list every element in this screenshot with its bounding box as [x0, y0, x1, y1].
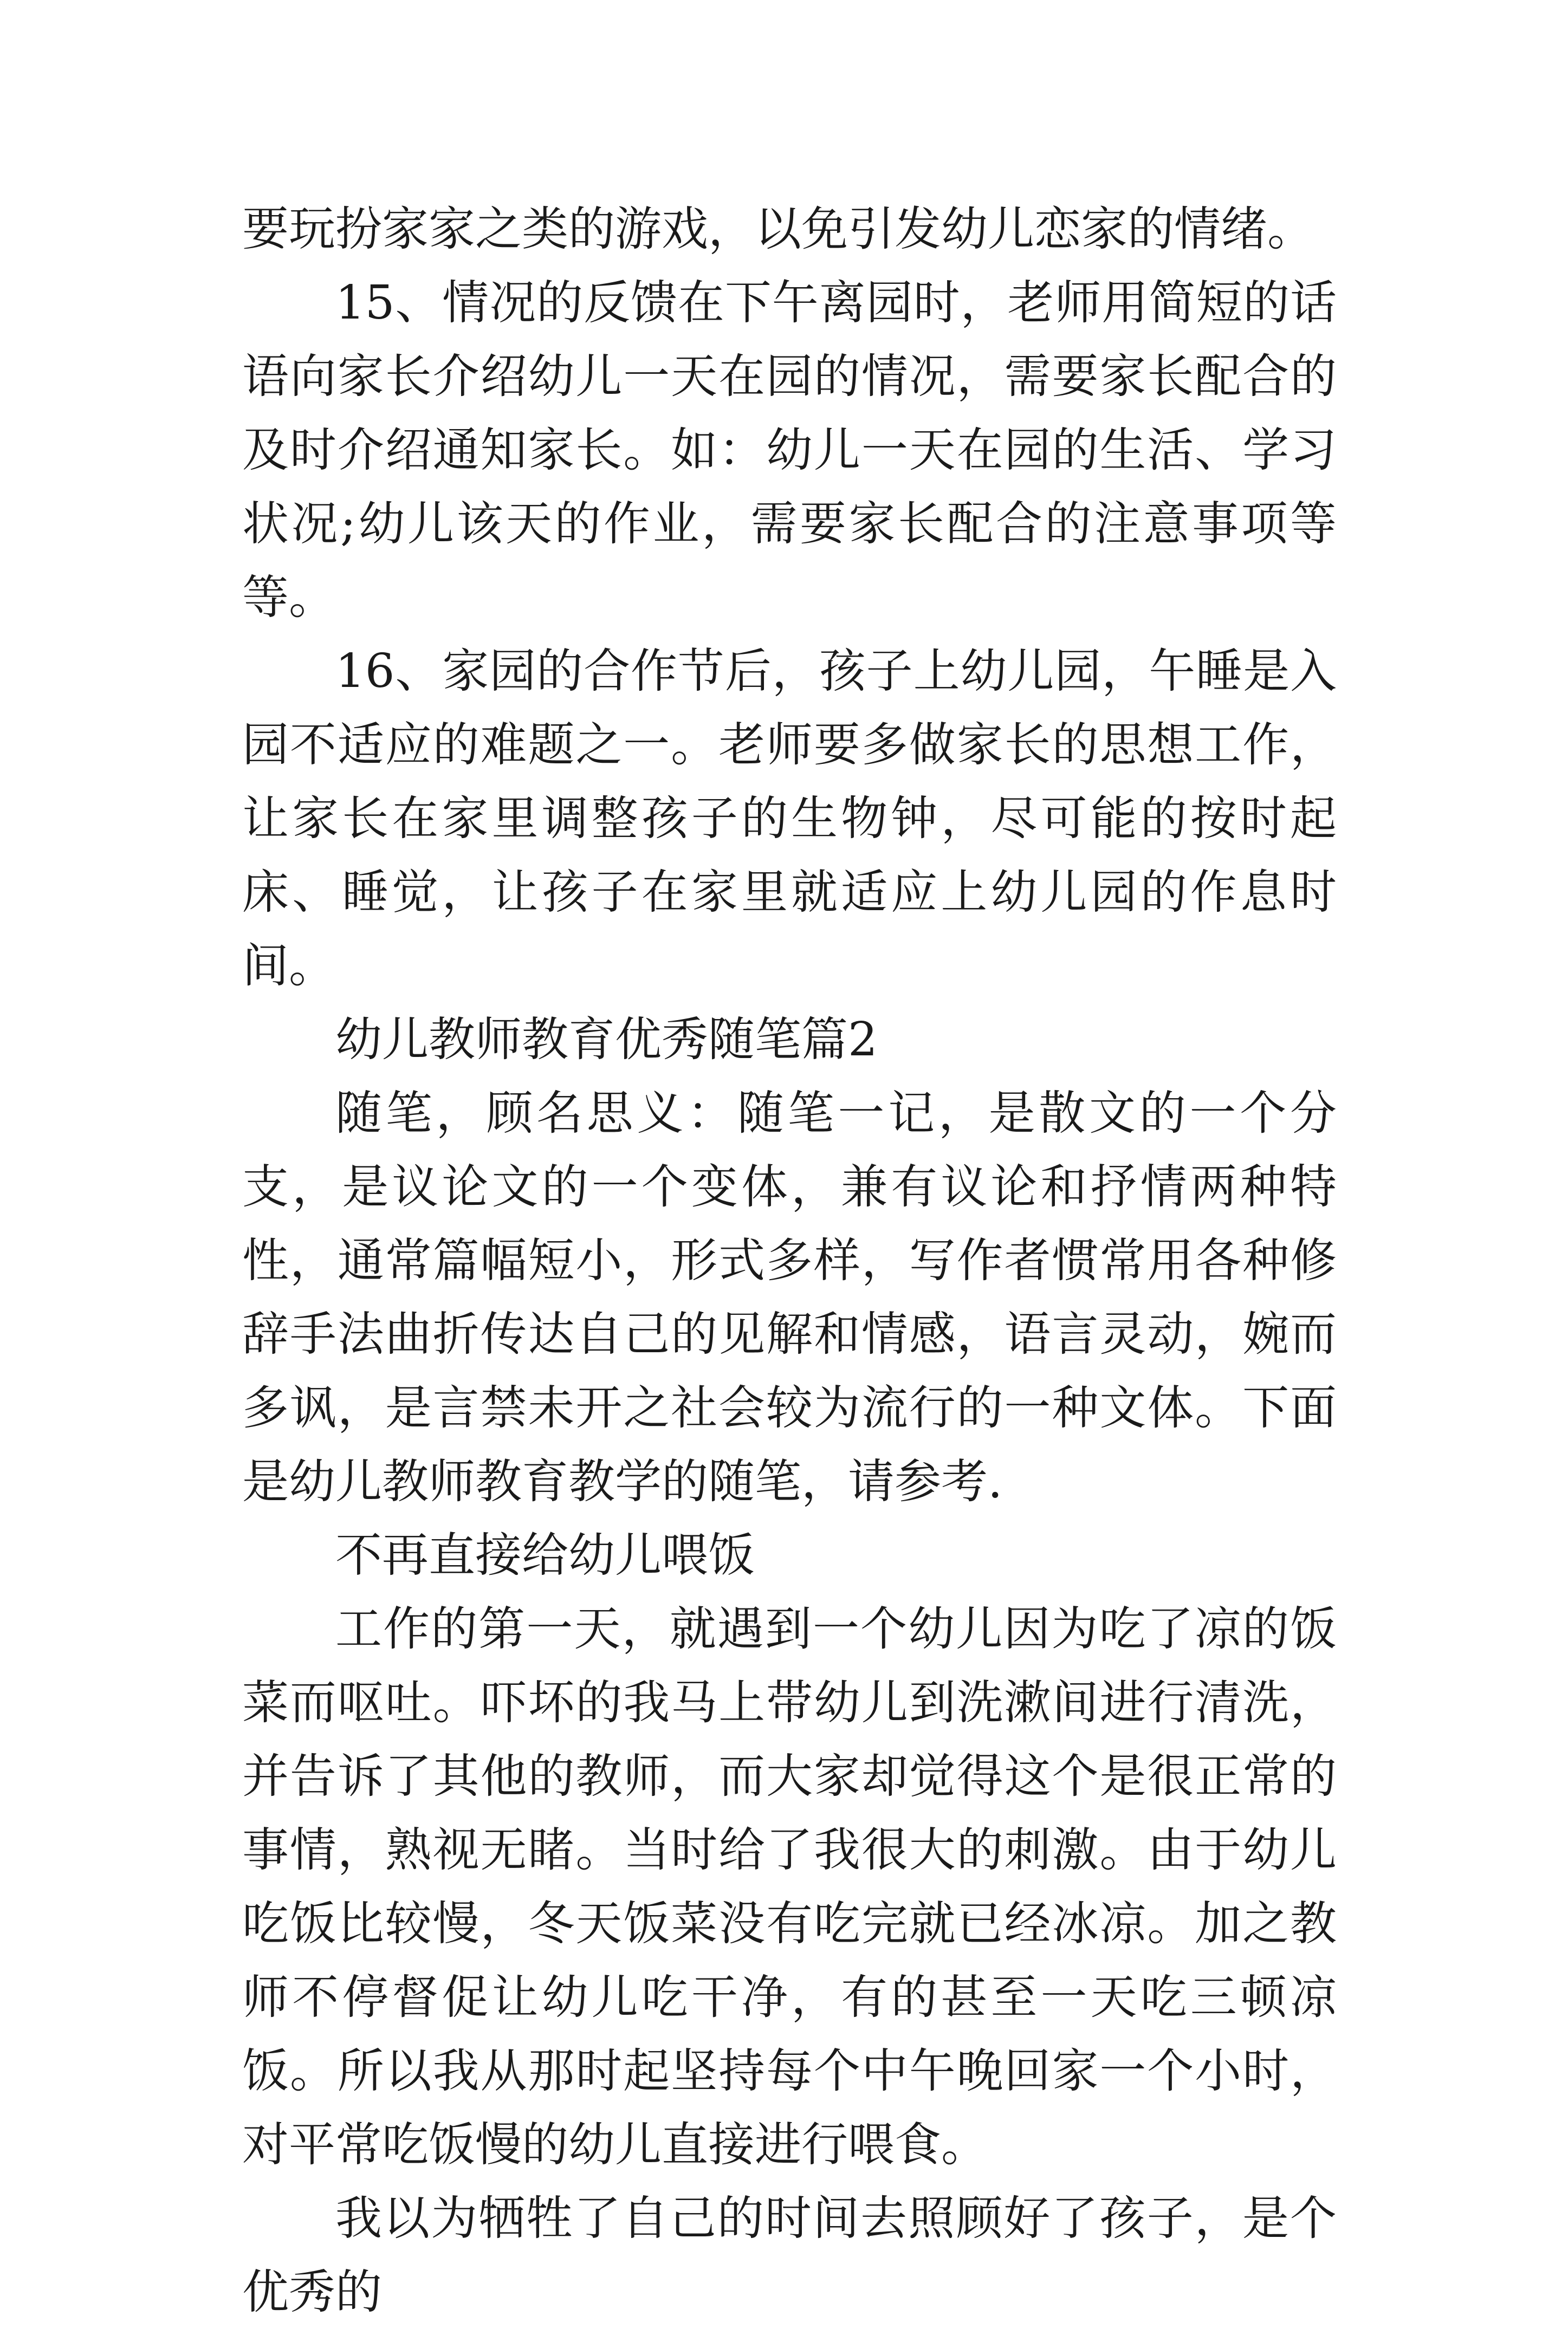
paragraph-reflection: 我以为牺牲了自己的时间去照顾好了孩子，是个优秀的	[242, 2191, 1337, 2319]
document-body	[242, 192, 1337, 2329]
essay-title: 不再直接给幼儿喂饭	[335, 1528, 755, 1582]
paragraph-essay-definition: 随笔，顾名思义：随笔一记，是散文的一个分支，是议论文的一个变体，兼有议论和抒情两种特性，通常篇幅短小，形式多样，写作者惯常用各种修辞手法曲折传达自己的见解和情感，语言灵动，婉而多讽，是言禁未开之社会较为流行的一种文体。下面是幼儿教师教育教学的随笔，请参考.	[242, 1086, 1337, 1509]
paragraph-first-day: 工作的第一天，就遇到一个幼儿因为吃了凉的饭菜而呕吐。吓坏的我马上带幼儿到洗漱间进行清洗，并告诉了其他的教师，而大家却觉得这个是很正常的事情，熟视无睹。当时给了我很大的刺激。由于幼儿吃饭比较慢，冬天饭菜没有吃完就已经冰凉。加之教师不停督促让幼儿吃干净，有的甚至一天吃三顿凉饭。所以我从那时起坚持每个中午晚回家一个小时，对平常吃饭慢的幼儿直接进行喂食。	[242, 1602, 1337, 2172]
paragraph-item-16: 16、家园的合作节后，孩子上幼儿园，午睡是入园不适应的难题之一。老师要多做家长的思想工作，让家长在家里调整孩子的生物钟，尽可能的按时起床、睡觉，让孩子在家里就适应上幼儿园的作息时间。	[242, 644, 1337, 993]
paragraph-continuation: 要玩扮家家之类的游戏，以免引发幼儿恋家的情绪。	[242, 202, 1314, 256]
section-heading: 幼儿教师教育优秀随笔篇2	[335, 1013, 878, 1067]
paragraph-item-15: 15、情况的反馈在下午离园时，老师用简短的话语向家长介绍幼儿一天在园的情况，需要家长配合的及时介绍通知家长。如：幼儿一天在园的生活、学习状况;幼儿该天的作业，需要家长配合的注意事项等等。	[242, 276, 1337, 625]
